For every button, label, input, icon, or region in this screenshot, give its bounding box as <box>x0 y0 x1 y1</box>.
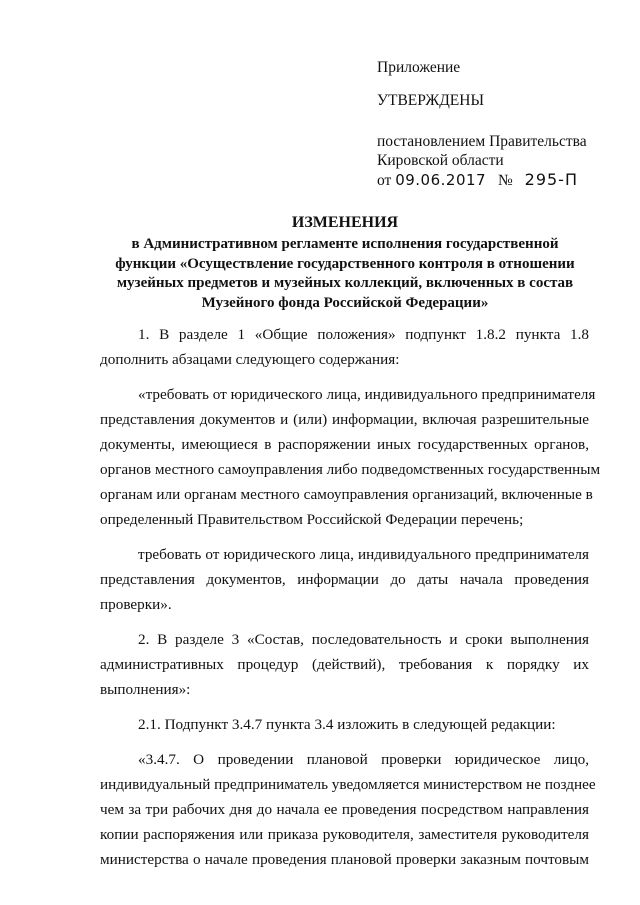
text-line: 1. В разделе 1 «Общие положения» подпункт 1.8.2 пункта 1.8 <box>138 326 589 343</box>
subtitle-line: музейных предметов и музейных коллекций, включенных в состав <box>116 275 574 291</box>
text-line: выполнения»: <box>100 681 191 698</box>
text-line: чем за три рабочих дня до начала ее проведения посредством направления <box>100 801 589 818</box>
text-line: копии распоряжения или приказа руководителя, заместителя руководителя <box>100 826 589 843</box>
decree-line-1: постановлением Правительства <box>377 133 587 150</box>
date-prefix: от <box>377 172 392 189</box>
paragraph <box>100 542 589 617</box>
text-line: определенный Правительством Российской Федерации перечень; <box>100 511 524 528</box>
approved-label: УТВЕРЖДЕНЫ <box>377 92 484 109</box>
subtitle-line: Музейного фонда Российской Федерации» <box>201 294 489 311</box>
text-line: представления документов и (или) информации, включая разрешительные <box>100 411 589 428</box>
text-line: органам или органам местного самоуправления организаций, включенные в <box>100 486 593 503</box>
approval-stamp <box>377 58 617 190</box>
document-subtitle <box>95 235 595 313</box>
number-sign: № <box>497 172 513 189</box>
paragraph <box>100 747 596 872</box>
text-line: проверки». <box>100 596 172 613</box>
subtitle-line: функции «Осуществление государственного контроля в отношении <box>115 255 575 272</box>
subtitle-line: в Административном регламенте исполнения государственной <box>131 236 559 252</box>
document-heading <box>95 213 595 313</box>
document-title: ИЗМЕНЕНИЯ <box>291 214 399 231</box>
decree-date-number <box>377 170 617 190</box>
text-line: индивидуальный предприниматель уведомляется министерством не позднее <box>100 776 596 793</box>
document-body <box>100 322 601 882</box>
text-line: документы, имеющиеся в распоряжении иных государственных органов, <box>100 436 589 453</box>
handwritten-number: 295-П <box>524 170 578 189</box>
paragraph <box>100 382 601 532</box>
appendix-label: Приложение <box>377 59 461 76</box>
text-line: «3.4.7. О проведении плановой проверки юридическое лицо, <box>138 751 589 768</box>
handwritten-date: 09.06.2017 <box>395 171 487 189</box>
text-line: представления документов, информации до даты начала проведения <box>100 571 589 588</box>
decree-line-2: Кировской области <box>377 152 504 169</box>
paragraph <box>100 627 589 702</box>
text-line: требовать от юридического лица, индивидуального предпринимателя <box>138 546 589 563</box>
text-line: 2.1. Подпункт 3.4.7 пункта 3.4 изложить в следующей редакции: <box>138 716 556 733</box>
text-line: органов местного самоуправления либо подведомственных государственным <box>100 461 601 478</box>
paragraph <box>100 712 589 737</box>
text-line: министерства о начале проведения плановой проверки заказным почтовым <box>100 851 589 868</box>
text-line: административных процедур (действий), требования к порядку их <box>100 656 589 673</box>
text-line: «требовать от юридического лица, индивидуального предпринимателя <box>138 386 596 403</box>
text-line: дополнить абзацами следующего содержания: <box>100 351 400 368</box>
text-line: 2. В разделе 3 «Состав, последовательность и сроки выполнения <box>138 631 589 648</box>
paragraph <box>100 322 589 372</box>
